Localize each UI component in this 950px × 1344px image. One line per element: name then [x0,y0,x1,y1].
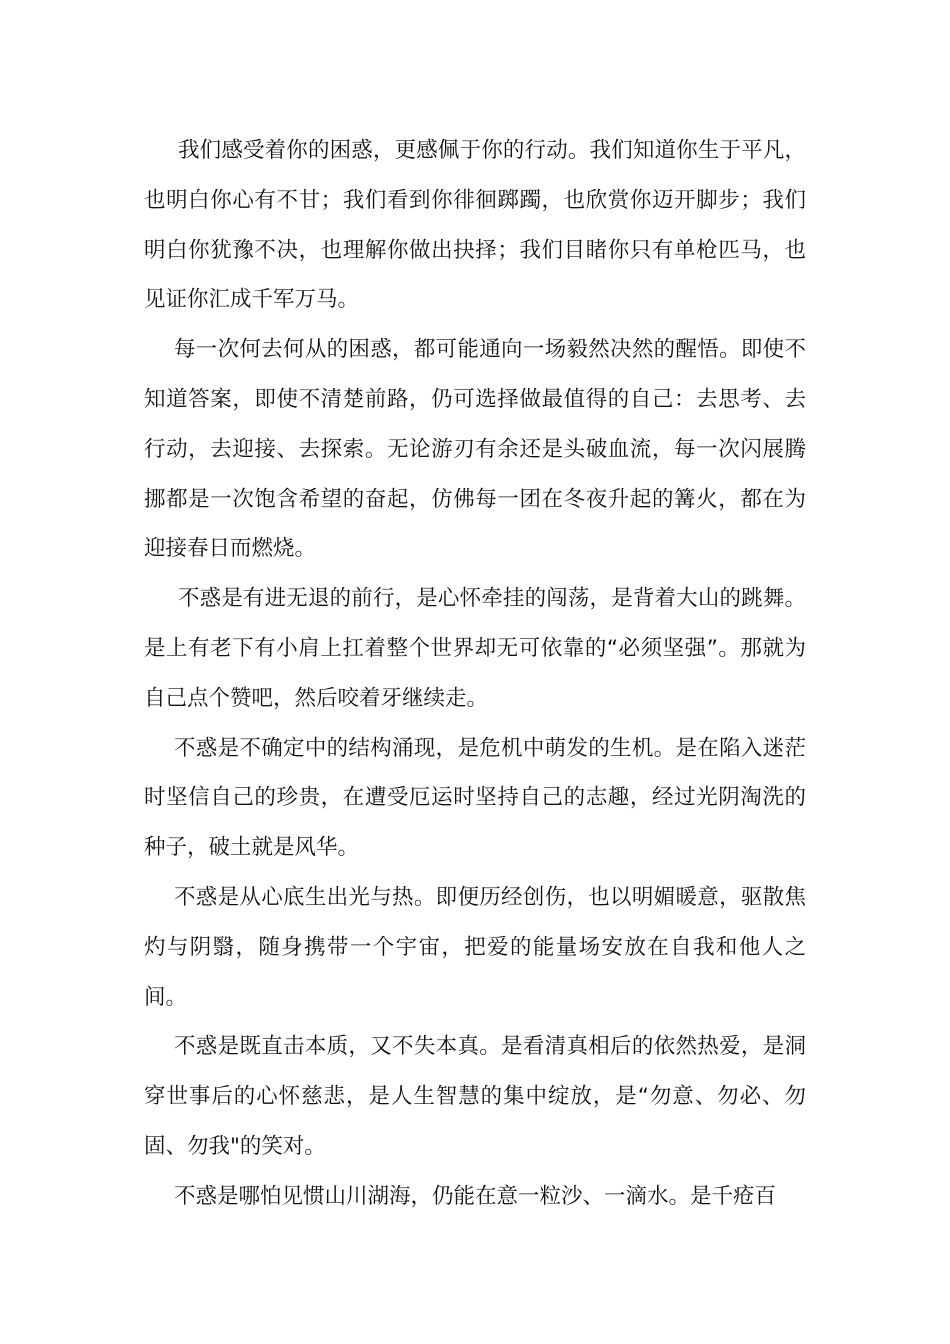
paragraph-6: 不惑是既直击本质，又不失本真。是看清真相后的依然热爱，是洞穿世事后的心怀慈悲，是人生智慧的集中绽放，是“勿意、勿必、勿固、勿我"的笑对。 [144,1034,806,1159]
body-text [144,126,806,1222]
paragraph-4: 不惑是不确定中的结构涌现，是危机中萌发的生机。是在陷入迷茫时坚信自己的珍贵，在遭受厄运时坚持自己的志趣，经过光阴淘洗的种子，破土就是风华。 [144,735,806,861]
paragraph-1: 我们感受着你的困惑，更感佩于你的行动。我们知道你生于平凡，也明白你心有不甘；我们看到你徘徊踯躅，也欣赏你迈开脚步；我们明白你犹豫不决，也理解你做出抉择；我们目睹你只有单枪匹马，也见证你汇成千军万马。 [144,138,806,313]
paragraph-2: 每一次何去何从的困惑，都可能通向一场毅然决然的醒悟。即使不知道答案，即使不清楚前路，仍可选择做最值得的自己：去思考、去行动，去迎接、去探索。无论游刃有余还是头破血流，每一次闪展腾挪都是一次饱含希望的奋起，仿佛每一团在冬夜升起的篝火，都在为迎接春日而燃烧。 [144,337,806,562]
paragraph-5: 不惑是从心底生出光与热。即便历经创伤，也以明媚暖意，驱散焦灼与阴翳，随身携带一个宇宙，把爱的能量场安放在自我和他人之间。 [144,884,806,1010]
paragraph-3: 不惑是有进无退的前行，是心怀牵挂的闯荡，是背着大山的跳舞。是上有老下有小肩上扛着整个世界却无可依靠的“必须坚强”。那就为自己点个赞吧，然后咬着牙继续走。 [144,586,806,711]
paragraph-7: 不惑是哪怕见惯山川湖海，仍能在意一粒沙、一滴水。是千疮百 [174,1183,777,1209]
